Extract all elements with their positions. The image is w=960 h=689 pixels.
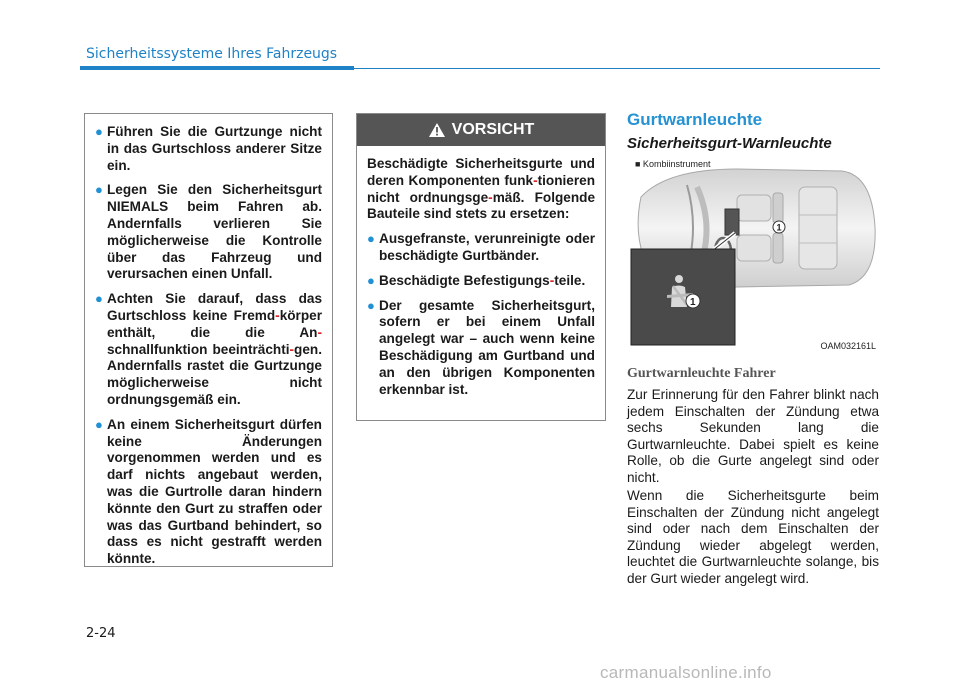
list-item	[367, 273, 595, 290]
body-paragraph-2: Wenn die Sicherheitsgurte beim Einschalten der Zündung nicht angelegt sind oder nach dem Einschalten der Zündung wieder abgelegt werden, leuchtet die Gurtwarnleuchte solange, bis der Gurt wieder angelegt wird.	[627, 488, 879, 586]
list-item	[95, 182, 322, 283]
caution-bullet-list	[367, 231, 595, 398]
list-item	[95, 291, 322, 409]
svg-text:1: 1	[690, 297, 696, 308]
list-item-text: Der gesamte Sicherheitsgurt, sofern er bei einem Unfall angelegt war – auch wenn keine Beschädigung am Gurtband und an den übrigen Komponenten erkennbar ist.	[379, 297, 595, 397]
header-bar	[80, 66, 354, 70]
bullet-icon: ●	[95, 124, 103, 139]
list-item	[367, 231, 595, 265]
caution-band	[357, 114, 605, 146]
car-interior-illustration	[627, 157, 880, 353]
bullet-icon: ●	[95, 182, 103, 198]
bullet-icon: ●	[95, 416, 103, 432]
list-item	[367, 298, 595, 399]
body-paragraph-1: Zur Erinnerung für den Fahrer blinkt nach jedem Einschalten der Zündung etwa sechs Sekunden lang die Gurtwarnleuchte. Dabei spielt es keine Rolle, ob die Gurte angelegt sind oder nicht.	[627, 387, 879, 485]
figure-legend: ■ Kombiinstrument	[635, 159, 711, 169]
list-item-text: Legen Sie den Sicherheitsgurt NIEMALS beim Fahren ab. Andernfalls verlieren Sie möglicherweise die Kontrolle über das Fahrzeug und verursachen einen Unfall.	[107, 182, 322, 282]
bullet-icon: ●	[367, 231, 375, 247]
bullet-icon: ●	[95, 291, 103, 307]
caution-box	[356, 113, 606, 421]
page-number: 2-24	[86, 626, 116, 641]
figure-code: OAM032161L	[820, 341, 876, 351]
list-item	[95, 417, 322, 568]
svg-text:1: 1	[776, 222, 782, 233]
section-subtitle: Sicherheitsgurt-Warnleuchte	[627, 135, 832, 152]
header-title: Sicherheitssysteme Ihres Fahrzeugs	[86, 46, 338, 62]
caution-label: VORSICHT	[451, 121, 535, 138]
list-item-text: Beschädigte Befestigungs-teile.	[379, 272, 586, 288]
list-item-text: Ausgefranste, verunreinigte oder beschädigte Gurtbänder.	[379, 231, 595, 263]
watermark: carmanualsonline.info	[600, 663, 772, 682]
caution-intro: Beschädigte Sicherheitsgurte und deren Komponenten funk-tionieren nicht ordnungsge-mäß. Folgende Bauteile sind stets zu ersetzen:	[367, 156, 595, 222]
left-bullet-list	[95, 124, 322, 568]
section-title: Gurtwarnleuchte	[627, 110, 763, 129]
left-warning-box	[84, 113, 333, 567]
list-item-text: An einem Sicherheitsgurt dürfen keine Änderungen vorgenommen werden und es darf nichts angebaut werden, was die Gurtrolle daran hindern könnte den Gurt zu straffen oder was das Gurtband behindert, so dass es nicht gestrafft werden könnte.	[107, 416, 322, 567]
header-line	[354, 68, 880, 69]
list-item	[95, 124, 322, 174]
list-item-text: Achten Sie darauf, dass das Gurtschloss keine Fremd-körper enthält, die die An-schnallfunktion beeinträchti-gen. Andernfalls rastet die Gurtzunge möglicherweise nicht ordnungsgemäß ein.	[107, 291, 322, 407]
body-heading: Gurtwarnleuchte Fahrer	[627, 366, 776, 381]
warning-triangle-icon	[428, 122, 446, 138]
bullet-icon: ●	[367, 297, 375, 313]
list-item-text: Führen Sie die Gurtzunge nicht in das Gurtschloss anderer Sitze ein.	[107, 124, 322, 173]
car-interior-figure	[627, 157, 880, 353]
bullet-icon: ●	[367, 272, 375, 288]
